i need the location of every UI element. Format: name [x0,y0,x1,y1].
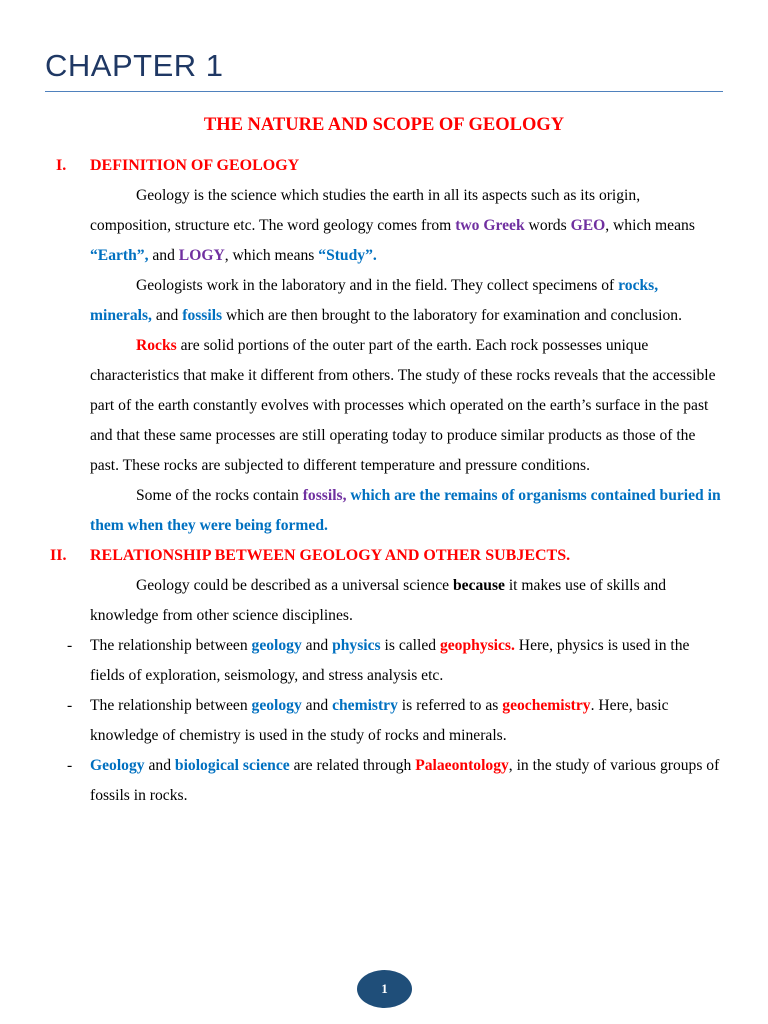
keyword-geology: geology [251,637,302,654]
section-heading-definition [0,151,768,181]
text-run: words [524,217,571,234]
section-heading-relationship [0,541,768,571]
keyword-fossils-purple: fossils, [302,487,347,504]
text-run: are related through [289,757,416,774]
list-item-palaeontology [67,751,723,811]
keyword-biological-science: biological science [174,757,290,774]
list-dash: - [67,757,73,774]
text-run: Geology is the science which studies the earth in all its aspects such as its origin, composition, structure etc. The word geology comes from [90,187,641,234]
text-run: , which means [605,217,695,234]
text-run: . Here, basic knowledge of chemistry is used in the study of rocks and minerals. [90,697,669,744]
keyword-study: “Study”. [318,247,377,264]
text-run: are solid portions of the outer part of the earth. Each rock possesses unique characteristics that make it different from others. The study of these rocks reveals that the accessible part of the earth constantly evolves with processes which operated on the earth’s surface in the past and that these same processes are still operating today to produce similar products as those of the past. These rocks are subjected to different temperature and pressure conditions. [90,337,716,474]
keyword-palaeontology: Palaeontology [415,757,509,774]
keyword-logy: LOGY [178,247,225,264]
keyword-rocks-red: Rocks [136,337,177,354]
keyword-minerals: minerals, [90,307,152,324]
section-number: I. [56,157,67,174]
text-run: Some of the rocks contain [136,487,303,504]
keyword-physics: physics [332,637,381,654]
chapter-title: CHAPTER 1 [45,48,224,83]
text-run: The relationship between [90,697,252,714]
text-run: Here, physics is used in the fields of exploration, seismology, and stress analysis etc. [90,637,690,684]
section-title: DEFINITION OF GEOLOGY [90,157,300,174]
page-number-badge: 1 [357,970,412,1008]
paragraph-universal-science [90,571,723,631]
document-body [0,151,768,811]
document-title: THE NATURE AND SCOPE OF GEOLOGY [203,115,565,135]
section-title: RELATIONSHIP BETWEEN GEOLOGY AND OTHER SUBJECTS. [90,547,571,564]
keyword-geochemistry: geochemistry [502,697,591,714]
keyword-geo: GEO [570,217,606,234]
text-run: and [151,307,183,324]
text-run: and [148,247,179,264]
keyword-chemistry: chemistry [332,697,398,714]
keyword-geology: Geology [90,757,145,774]
list-item-geochemistry [67,691,723,751]
keyword-two-greek: two Greek [455,217,525,234]
keyword-fossils: fossils [182,307,223,324]
text-run: Geology could be described as a universal science [136,577,453,594]
text-run: Geologists work in the laboratory and in the field. They collect specimens of [136,277,619,294]
text-run: is called [380,637,440,654]
paragraph-definition [90,181,723,271]
text-run: and [301,637,333,654]
text-run: The relationship between [90,637,252,654]
keyword-because: because [452,577,505,594]
keyword-earth: “Earth”, [90,247,149,264]
paragraph-rocks [90,331,723,481]
section-number: II. [50,547,67,564]
text-run: , in the study of various groups of fossils in rocks. [90,757,720,804]
list-dash: - [67,697,73,714]
text-run: , which means [224,247,319,264]
paragraph-geologists [90,271,723,331]
text-run: which are then brought to the laboratory for examination and conclusion. [222,307,683,324]
text-run: and [144,757,175,774]
text-run: and [301,697,333,714]
paragraph-fossils [90,481,723,541]
keyword-geology: geology [251,697,302,714]
keyword-rocks: rocks, [618,277,659,294]
fossil-definition: which are the remains of organisms contained buried in them when they were being formed. [90,487,721,534]
list-item-geophysics [67,631,723,691]
text-run: it makes use of skills and knowledge from other science disciplines. [90,577,667,624]
keyword-geophysics: geophysics. [439,637,515,654]
chapter-rule [45,91,723,92]
list-dash: - [67,637,73,654]
text-run: is referred to as [397,697,503,714]
